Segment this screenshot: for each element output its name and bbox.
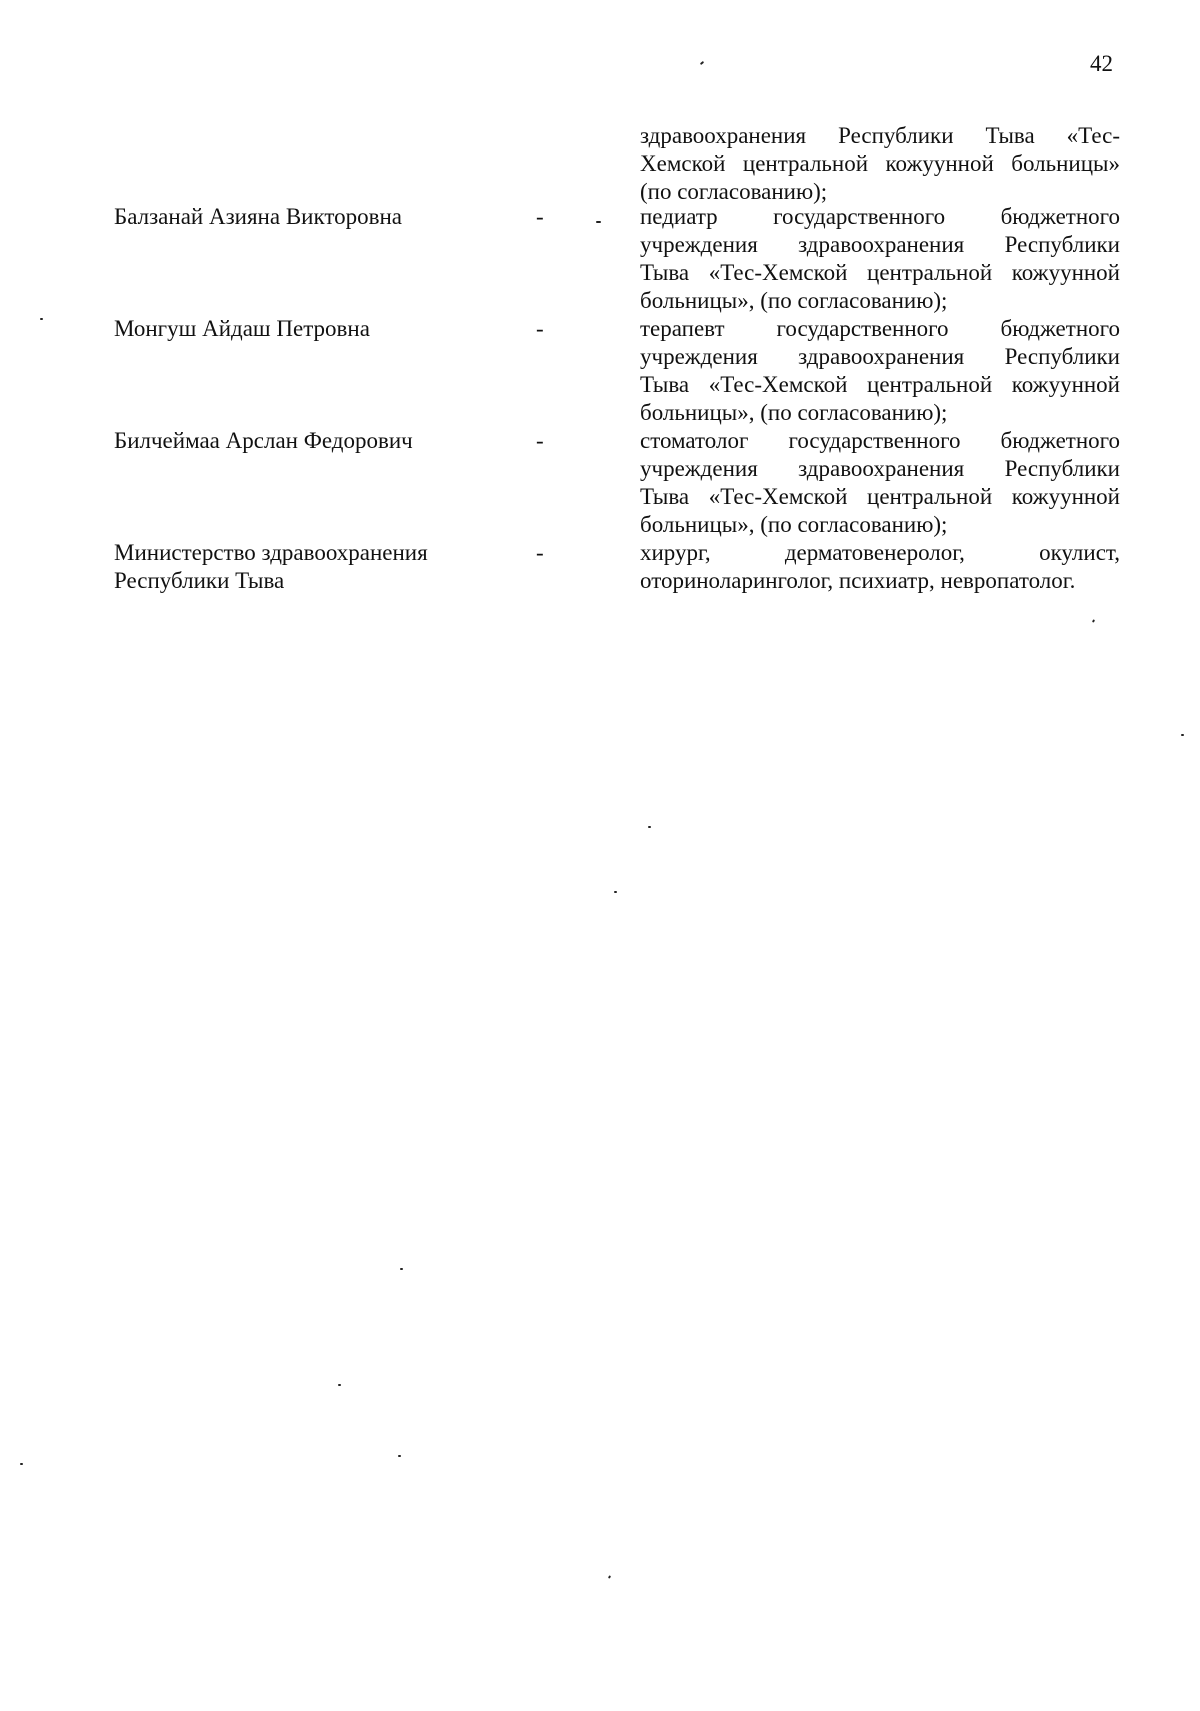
scan-speck — [40, 318, 43, 320]
role-line: стоматолог государственного бюджетного — [640, 428, 1120, 453]
scan-speck — [338, 1384, 341, 1386]
scan-speck — [1181, 734, 1184, 736]
scan-speck — [1092, 619, 1095, 623]
member-role-description — [640, 315, 1120, 427]
list-item — [0, 539, 1200, 599]
scan-speck — [608, 1575, 611, 1579]
member-name-line: Министерство здравоохранения — [114, 540, 428, 565]
member-name-line: Республики Тыва — [114, 568, 285, 593]
role-line: Тыва «Тес-Хемской центральной кожуунной — [640, 372, 1120, 397]
scan-speck — [614, 891, 617, 893]
dash-separator: - — [536, 428, 544, 453]
role-line: Тыва «Тес-Хемской центральной кожуунной — [640, 484, 1120, 509]
member-role-description — [640, 122, 1120, 206]
member-list — [0, 122, 1200, 599]
page-number: 42 — [1090, 51, 1113, 76]
list-item — [0, 203, 1200, 315]
role-line: больницы», (по согласованию); — [640, 288, 948, 313]
role-line: больницы», (по согласованию); — [640, 400, 948, 425]
member-role-description — [640, 203, 1120, 315]
list-item — [0, 427, 1200, 539]
member-role-description — [640, 427, 1120, 539]
role-line: учреждения здравоохранения Республики — [640, 456, 1120, 481]
scan-speck — [400, 1268, 403, 1270]
member-role-description — [640, 539, 1120, 595]
role-line: оториноларинголог, психиатр, невропатолог. — [640, 568, 1076, 593]
member-name: Монгуш Айдаш Петровна — [114, 316, 370, 341]
role-line: учреждения здравоохранения Республики — [640, 344, 1120, 369]
member-name: Билчеймаа Арслан Федорович — [114, 428, 413, 453]
role-line: больницы», (по согласованию); — [640, 512, 948, 537]
role-line: хирург, дерматовенеролог, окулист, — [640, 540, 1120, 565]
role-line: (по согласованию); — [640, 179, 828, 204]
dash-separator: - — [536, 540, 544, 565]
role-line: терапевт государственного бюджетного — [640, 316, 1120, 341]
member-name — [114, 539, 504, 595]
role-line: учреждения здравоохранения Республики — [640, 232, 1120, 257]
role-line: Тыва «Тес-Хемской центральной кожуунной — [640, 260, 1120, 285]
dash-separator: - — [536, 204, 544, 229]
role-line: Хемской центральной кожуунной больницы» — [640, 151, 1120, 176]
member-name: Балзанай Азияна Викторовна — [114, 204, 402, 229]
role-line: здравоохранения Республики Тыва «Тес- — [640, 123, 1120, 148]
scan-speck — [648, 826, 651, 828]
list-item — [0, 122, 1200, 203]
list-item — [0, 315, 1200, 427]
role-line: педиатр государственного бюджетного — [640, 204, 1120, 229]
scan-speck — [596, 221, 601, 223]
scan-speck — [398, 1455, 401, 1457]
scan-speck — [700, 61, 704, 65]
scan-speck — [20, 1463, 23, 1465]
dash-separator: - — [536, 316, 544, 341]
